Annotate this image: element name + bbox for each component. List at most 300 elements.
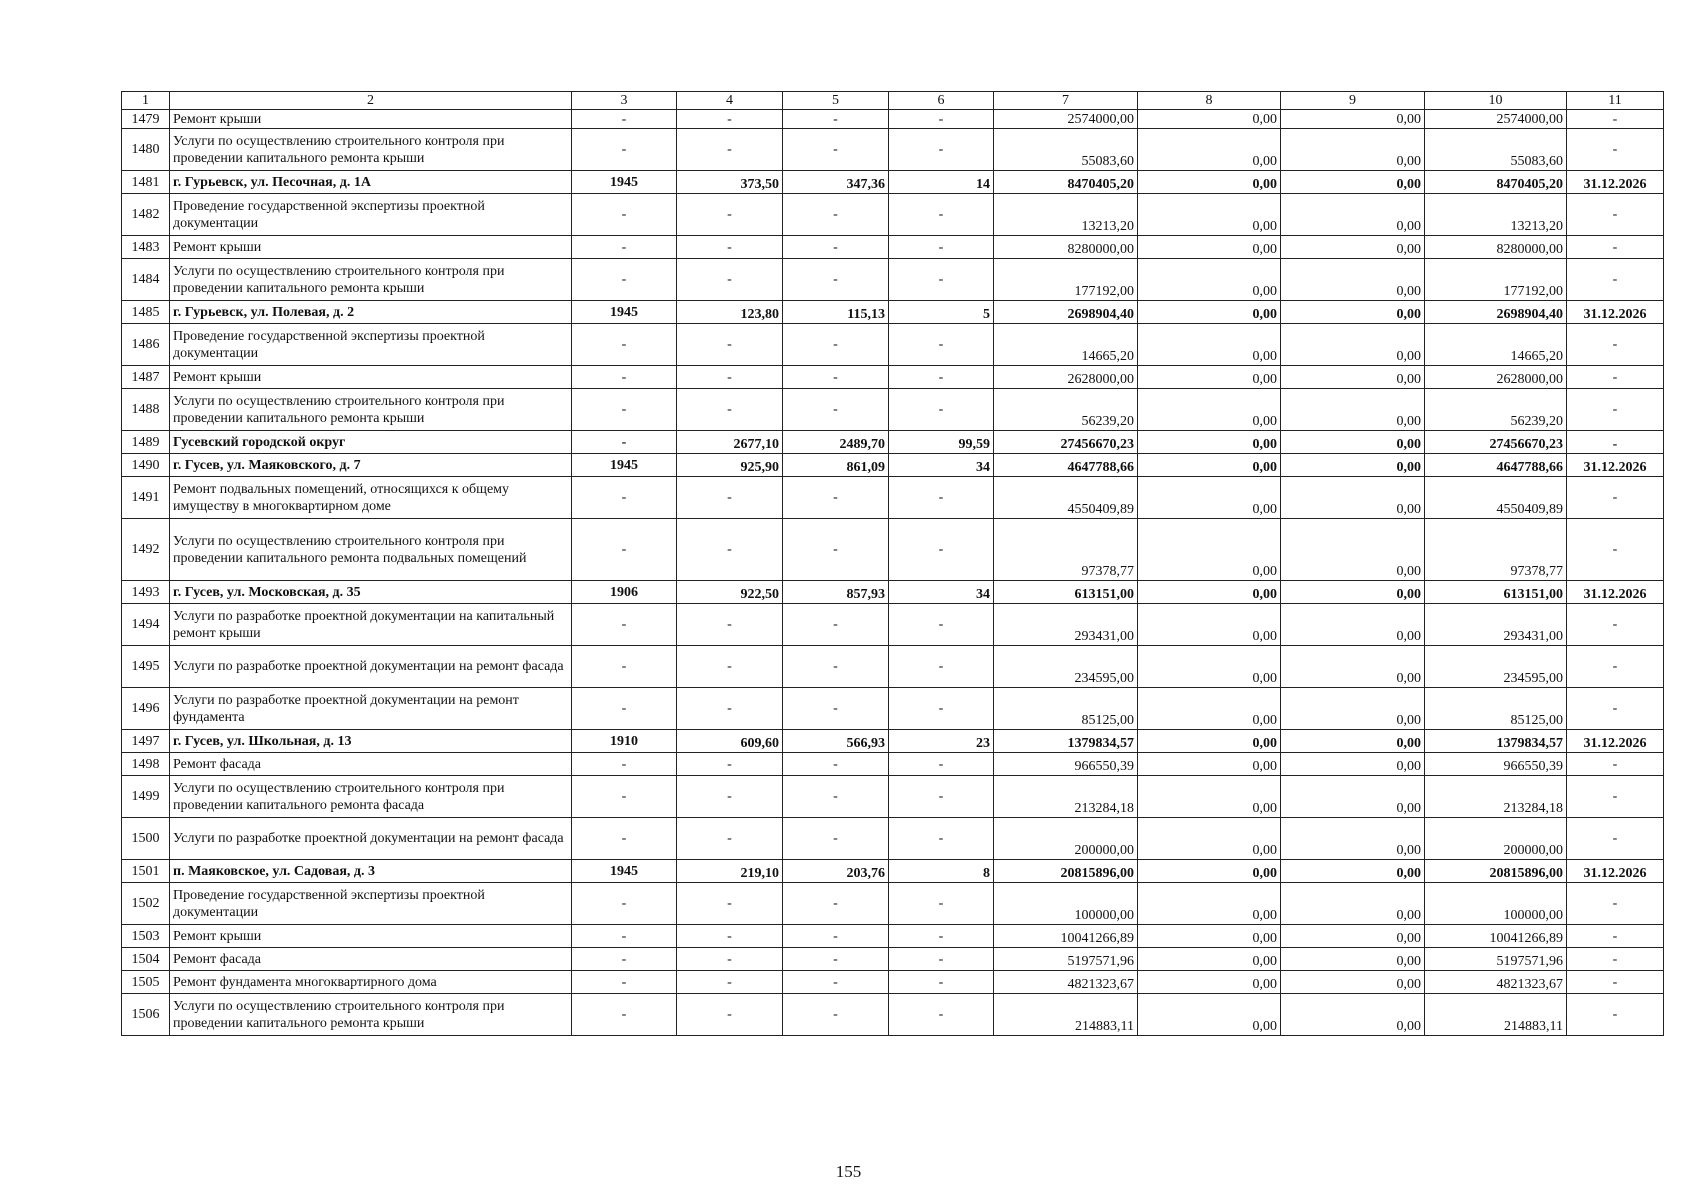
owners-cost: 20815896,00 <box>1425 860 1567 883</box>
row-title: Услуги по осуществлению строительного контроля при проведении капитального ремонта подвальных помещений <box>170 519 572 581</box>
row-title: г. Гусев, ул. Школьная, д. 13 <box>170 730 572 753</box>
row-title: г. Гурьевск, ул. Песочная, д. 1А <box>170 171 572 194</box>
total-area: - <box>677 477 783 519</box>
fund-cost: 0,00 <box>1138 236 1281 259</box>
completion-date: - <box>1567 604 1664 646</box>
total-area: 609,60 <box>677 730 783 753</box>
owners-cost: 100000,00 <box>1425 883 1567 925</box>
built-year: - <box>572 994 677 1036</box>
budget-cost: 0,00 <box>1281 925 1425 948</box>
table-row <box>122 646 1664 688</box>
residents-count: - <box>889 776 994 818</box>
table-row <box>122 129 1664 171</box>
row-number: 1501 <box>122 860 170 883</box>
fund-cost: 0,00 <box>1138 688 1281 730</box>
built-year: - <box>572 646 677 688</box>
total-cost: 85125,00 <box>994 688 1138 730</box>
row-number: 1479 <box>122 110 170 129</box>
fund-cost: 0,00 <box>1138 776 1281 818</box>
completion-date: - <box>1567 883 1664 925</box>
owners-cost: 966550,39 <box>1425 753 1567 776</box>
owners-cost: 13213,20 <box>1425 194 1567 236</box>
address-row <box>122 581 1664 604</box>
column-header: 8 <box>1138 92 1281 110</box>
row-title: Услуги по разработке проектной документации на ремонт фасада <box>170 646 572 688</box>
living-area: 203,76 <box>783 860 889 883</box>
table-row <box>122 753 1664 776</box>
budget-cost: 0,00 <box>1281 994 1425 1036</box>
living-area: - <box>783 194 889 236</box>
residents-count: - <box>889 477 994 519</box>
budget-cost: 0,00 <box>1281 688 1425 730</box>
fund-cost: 0,00 <box>1138 110 1281 129</box>
built-year: - <box>572 366 677 389</box>
total-area: - <box>677 883 783 925</box>
fund-cost: 0,00 <box>1138 971 1281 994</box>
owners-cost: 213284,18 <box>1425 776 1567 818</box>
residents-count: - <box>889 646 994 688</box>
row-title: Ремонт фундамента многоквартирного дома <box>170 971 572 994</box>
living-area: - <box>783 129 889 171</box>
total-area: - <box>677 948 783 971</box>
total-cost: 613151,00 <box>994 581 1138 604</box>
row-number: 1481 <box>122 171 170 194</box>
built-year: 1910 <box>572 730 677 753</box>
fund-cost: 0,00 <box>1138 730 1281 753</box>
total-cost: 234595,00 <box>994 646 1138 688</box>
row-title: г. Гурьевск, ул. Полевая, д. 2 <box>170 301 572 324</box>
completion-date: - <box>1567 948 1664 971</box>
budget-cost: 0,00 <box>1281 129 1425 171</box>
budget-cost: 0,00 <box>1281 477 1425 519</box>
built-year: - <box>572 259 677 301</box>
table-row <box>122 194 1664 236</box>
built-year: - <box>572 389 677 431</box>
completion-date: - <box>1567 753 1664 776</box>
completion-date: - <box>1567 431 1664 454</box>
fund-cost: 0,00 <box>1138 994 1281 1036</box>
table-row <box>122 948 1664 971</box>
living-area: 2489,70 <box>783 431 889 454</box>
fund-cost: 0,00 <box>1138 259 1281 301</box>
table-row <box>122 994 1664 1036</box>
table-row <box>122 883 1664 925</box>
fund-cost: 0,00 <box>1138 883 1281 925</box>
residents-count: 14 <box>889 171 994 194</box>
table-row <box>122 366 1664 389</box>
budget-cost: 0,00 <box>1281 646 1425 688</box>
built-year: - <box>572 925 677 948</box>
residents-count: - <box>889 324 994 366</box>
column-header: 9 <box>1281 92 1425 110</box>
budget-cost: 0,00 <box>1281 259 1425 301</box>
row-title: Услуги по разработке проектной документации на ремонт фасада <box>170 818 572 860</box>
table-row <box>122 925 1664 948</box>
budget-cost: 0,00 <box>1281 883 1425 925</box>
row-title: Ремонт крыши <box>170 236 572 259</box>
total-cost: 966550,39 <box>994 753 1138 776</box>
owners-cost: 200000,00 <box>1425 818 1567 860</box>
row-number: 1499 <box>122 776 170 818</box>
living-area: - <box>783 646 889 688</box>
row-number: 1498 <box>122 753 170 776</box>
row-title: Услуги по осуществлению строительного контроля при проведении капитального ремонта фасада <box>170 776 572 818</box>
total-area: - <box>677 994 783 1036</box>
total-cost: 97378,77 <box>994 519 1138 581</box>
residents-count: 34 <box>889 454 994 477</box>
residents-count: - <box>889 688 994 730</box>
residents-count: - <box>889 389 994 431</box>
column-header: 4 <box>677 92 783 110</box>
row-number: 1505 <box>122 971 170 994</box>
budget-cost: 0,00 <box>1281 389 1425 431</box>
owners-cost: 4550409,89 <box>1425 477 1567 519</box>
page-number: 155 <box>835 1162 862 1181</box>
table-row <box>122 971 1664 994</box>
row-title: Услуги по разработке проектной документации на ремонт фундамента <box>170 688 572 730</box>
total-cost: 214883,11 <box>994 994 1138 1036</box>
total-cost: 2698904,40 <box>994 301 1138 324</box>
total-area: - <box>677 604 783 646</box>
budget-cost: 0,00 <box>1281 454 1425 477</box>
completion-date: - <box>1567 389 1664 431</box>
completion-date: - <box>1567 776 1664 818</box>
table-row <box>122 477 1664 519</box>
table-row <box>122 324 1664 366</box>
row-number: 1490 <box>122 454 170 477</box>
built-year: - <box>572 431 677 454</box>
total-cost: 100000,00 <box>994 883 1138 925</box>
total-area: - <box>677 818 783 860</box>
built-year: - <box>572 604 677 646</box>
address-row <box>122 454 1664 477</box>
built-year: - <box>572 971 677 994</box>
row-number: 1484 <box>122 259 170 301</box>
living-area: 861,09 <box>783 454 889 477</box>
residents-count: - <box>889 366 994 389</box>
address-row <box>122 301 1664 324</box>
owners-cost: 85125,00 <box>1425 688 1567 730</box>
owners-cost: 27456670,23 <box>1425 431 1567 454</box>
table-row <box>122 604 1664 646</box>
residents-count: - <box>889 519 994 581</box>
built-year: - <box>572 753 677 776</box>
total-cost: 10041266,89 <box>994 925 1138 948</box>
completion-date: - <box>1567 324 1664 366</box>
total-cost: 56239,20 <box>994 389 1138 431</box>
completion-date: 31.12.2026 <box>1567 860 1664 883</box>
column-number-row <box>122 92 1664 110</box>
total-area: 123,80 <box>677 301 783 324</box>
row-title: Ремонт крыши <box>170 110 572 129</box>
table-row <box>122 259 1664 301</box>
total-cost: 8470405,20 <box>994 171 1138 194</box>
completion-date: - <box>1567 688 1664 730</box>
owners-cost: 8280000,00 <box>1425 236 1567 259</box>
total-area: - <box>677 753 783 776</box>
owners-cost: 234595,00 <box>1425 646 1567 688</box>
row-number: 1491 <box>122 477 170 519</box>
completion-date: - <box>1567 994 1664 1036</box>
total-area: 922,50 <box>677 581 783 604</box>
budget-cost: 0,00 <box>1281 860 1425 883</box>
residents-count: - <box>889 994 994 1036</box>
table-row <box>122 688 1664 730</box>
row-title: Услуги по разработке проектной документации на капитальный ремонт крыши <box>170 604 572 646</box>
residents-count: 99,59 <box>889 431 994 454</box>
residents-count: - <box>889 129 994 171</box>
total-cost: 14665,20 <box>994 324 1138 366</box>
total-area: - <box>677 366 783 389</box>
living-area: 115,13 <box>783 301 889 324</box>
budget-cost: 0,00 <box>1281 753 1425 776</box>
budget-cost: 0,00 <box>1281 110 1425 129</box>
row-number: 1497 <box>122 730 170 753</box>
fund-cost: 0,00 <box>1138 194 1281 236</box>
residents-count: 23 <box>889 730 994 753</box>
budget-cost: 0,00 <box>1281 948 1425 971</box>
budget-cost: 0,00 <box>1281 818 1425 860</box>
owners-cost: 56239,20 <box>1425 389 1567 431</box>
budget-cost: 0,00 <box>1281 431 1425 454</box>
total-area: 219,10 <box>677 860 783 883</box>
row-title: г. Гусев, ул. Маяковского, д. 7 <box>170 454 572 477</box>
residents-count: 8 <box>889 860 994 883</box>
fund-cost: 0,00 <box>1138 389 1281 431</box>
built-year: - <box>572 236 677 259</box>
total-cost: 5197571,96 <box>994 948 1138 971</box>
table-row <box>122 776 1664 818</box>
row-title: Проведение государственной экспертизы проектной документации <box>170 194 572 236</box>
total-area: 373,50 <box>677 171 783 194</box>
row-title: Услуги по осуществлению строительного контроля при проведении капитального ремонта крыши <box>170 129 572 171</box>
residents-count: - <box>889 194 994 236</box>
row-title: Проведение государственной экспертизы проектной документации <box>170 324 572 366</box>
completion-date: - <box>1567 818 1664 860</box>
residents-count: - <box>889 925 994 948</box>
completion-date: - <box>1567 366 1664 389</box>
completion-date: - <box>1567 646 1664 688</box>
living-area: - <box>783 818 889 860</box>
fund-cost: 0,00 <box>1138 753 1281 776</box>
fund-cost: 0,00 <box>1138 171 1281 194</box>
living-area: - <box>783 259 889 301</box>
budget-cost: 0,00 <box>1281 366 1425 389</box>
residents-count: - <box>889 883 994 925</box>
column-header: 2 <box>170 92 572 110</box>
residents-count: - <box>889 753 994 776</box>
total-area: - <box>677 646 783 688</box>
column-header: 1 <box>122 92 170 110</box>
row-title: Услуги по осуществлению строительного контроля при проведении капитального ремонта крыши <box>170 389 572 431</box>
completion-date: - <box>1567 519 1664 581</box>
completion-date: 31.12.2026 <box>1567 730 1664 753</box>
capital-repair-table <box>121 91 1664 1036</box>
built-year: 1945 <box>572 301 677 324</box>
row-number: 1488 <box>122 389 170 431</box>
residents-count: - <box>889 110 994 129</box>
fund-cost: 0,00 <box>1138 129 1281 171</box>
row-number: 1483 <box>122 236 170 259</box>
row-number: 1500 <box>122 818 170 860</box>
total-cost: 4647788,66 <box>994 454 1138 477</box>
built-year: - <box>572 519 677 581</box>
living-area: 347,36 <box>783 171 889 194</box>
living-area: - <box>783 236 889 259</box>
built-year: - <box>572 818 677 860</box>
built-year: 1906 <box>572 581 677 604</box>
budget-cost: 0,00 <box>1281 324 1425 366</box>
owners-cost: 613151,00 <box>1425 581 1567 604</box>
budget-cost: 0,00 <box>1281 604 1425 646</box>
completion-date: - <box>1567 236 1664 259</box>
table-row <box>122 110 1664 129</box>
total-area: - <box>677 194 783 236</box>
fund-cost: 0,00 <box>1138 431 1281 454</box>
budget-cost: 0,00 <box>1281 519 1425 581</box>
owners-cost: 293431,00 <box>1425 604 1567 646</box>
column-header: 3 <box>572 92 677 110</box>
completion-date: - <box>1567 971 1664 994</box>
built-year: 1945 <box>572 454 677 477</box>
owners-cost: 8470405,20 <box>1425 171 1567 194</box>
total-cost: 293431,00 <box>994 604 1138 646</box>
row-number: 1480 <box>122 129 170 171</box>
total-area: - <box>677 925 783 948</box>
row-number: 1495 <box>122 646 170 688</box>
living-area: 857,93 <box>783 581 889 604</box>
column-header: 11 <box>1567 92 1664 110</box>
total-cost: 1379834,57 <box>994 730 1138 753</box>
total-cost: 177192,00 <box>994 259 1138 301</box>
table-row <box>122 818 1664 860</box>
owners-cost: 97378,77 <box>1425 519 1567 581</box>
fund-cost: 0,00 <box>1138 519 1281 581</box>
built-year: 1945 <box>572 171 677 194</box>
fund-cost: 0,00 <box>1138 604 1281 646</box>
row-title: Ремонт фасада <box>170 753 572 776</box>
row-number: 1487 <box>122 366 170 389</box>
row-title: г. Гусев, ул. Московская, д. 35 <box>170 581 572 604</box>
row-number: 1493 <box>122 581 170 604</box>
owners-cost: 4647788,66 <box>1425 454 1567 477</box>
built-year: 1945 <box>572 860 677 883</box>
residents-count: - <box>889 818 994 860</box>
row-number: 1482 <box>122 194 170 236</box>
budget-cost: 0,00 <box>1281 581 1425 604</box>
budget-cost: 0,00 <box>1281 301 1425 324</box>
completion-date: - <box>1567 259 1664 301</box>
total-area: - <box>677 236 783 259</box>
row-title: Ремонт фасада <box>170 948 572 971</box>
budget-cost: 0,00 <box>1281 236 1425 259</box>
total-area: - <box>677 776 783 818</box>
total-area: 2677,10 <box>677 431 783 454</box>
residents-count: 34 <box>889 581 994 604</box>
column-header: 6 <box>889 92 994 110</box>
total-cost: 13213,20 <box>994 194 1138 236</box>
residents-count: - <box>889 604 994 646</box>
total-area: - <box>677 971 783 994</box>
fund-cost: 0,00 <box>1138 454 1281 477</box>
owners-cost: 214883,11 <box>1425 994 1567 1036</box>
completion-date: - <box>1567 110 1664 129</box>
living-area: - <box>783 389 889 431</box>
column-header: 10 <box>1425 92 1567 110</box>
total-area: - <box>677 519 783 581</box>
budget-cost: 0,00 <box>1281 971 1425 994</box>
built-year: - <box>572 110 677 129</box>
residents-count: 5 <box>889 301 994 324</box>
fund-cost: 0,00 <box>1138 324 1281 366</box>
row-title: Ремонт крыши <box>170 925 572 948</box>
completion-date: - <box>1567 925 1664 948</box>
table-row <box>122 389 1664 431</box>
budget-cost: 0,00 <box>1281 776 1425 818</box>
built-year: - <box>572 194 677 236</box>
row-number: 1494 <box>122 604 170 646</box>
fund-cost: 0,00 <box>1138 925 1281 948</box>
row-title: Услуги по осуществлению строительного контроля при проведении капитального ремонта крыши <box>170 994 572 1036</box>
total-area: - <box>677 324 783 366</box>
total-cost: 20815896,00 <box>994 860 1138 883</box>
built-year: - <box>572 129 677 171</box>
completion-date: 31.12.2026 <box>1567 171 1664 194</box>
living-area: - <box>783 753 889 776</box>
living-area: - <box>783 776 889 818</box>
owners-cost: 4821323,67 <box>1425 971 1567 994</box>
row-title: п. Маяковское, ул. Садовая, д. 3 <box>170 860 572 883</box>
fund-cost: 0,00 <box>1138 860 1281 883</box>
completion-date: - <box>1567 194 1664 236</box>
address-row <box>122 860 1664 883</box>
living-area: - <box>783 519 889 581</box>
built-year: - <box>572 776 677 818</box>
living-area: - <box>783 324 889 366</box>
budget-cost: 0,00 <box>1281 730 1425 753</box>
address-row <box>122 431 1664 454</box>
total-cost: 4821323,67 <box>994 971 1138 994</box>
living-area: 566,93 <box>783 730 889 753</box>
living-area: - <box>783 110 889 129</box>
total-cost: 55083,60 <box>994 129 1138 171</box>
row-title: Гусевский городской округ <box>170 431 572 454</box>
living-area: - <box>783 604 889 646</box>
row-title: Услуги по осуществлению строительного контроля при проведении капитального ремонта крыши <box>170 259 572 301</box>
owners-cost: 2698904,40 <box>1425 301 1567 324</box>
total-area: 925,90 <box>677 454 783 477</box>
address-row <box>122 730 1664 753</box>
total-area: - <box>677 688 783 730</box>
row-number: 1503 <box>122 925 170 948</box>
completion-date: - <box>1567 129 1664 171</box>
budget-cost: 0,00 <box>1281 171 1425 194</box>
fund-cost: 0,00 <box>1138 301 1281 324</box>
total-cost: 2628000,00 <box>994 366 1138 389</box>
row-number: 1506 <box>122 994 170 1036</box>
column-header: 5 <box>783 92 889 110</box>
row-title: Ремонт крыши <box>170 366 572 389</box>
living-area: - <box>783 971 889 994</box>
total-area: - <box>677 129 783 171</box>
row-number: 1496 <box>122 688 170 730</box>
owners-cost: 2574000,00 <box>1425 110 1567 129</box>
table-row <box>122 519 1664 581</box>
row-number: 1502 <box>122 883 170 925</box>
living-area: - <box>783 477 889 519</box>
built-year: - <box>572 948 677 971</box>
total-cost: 27456670,23 <box>994 431 1138 454</box>
